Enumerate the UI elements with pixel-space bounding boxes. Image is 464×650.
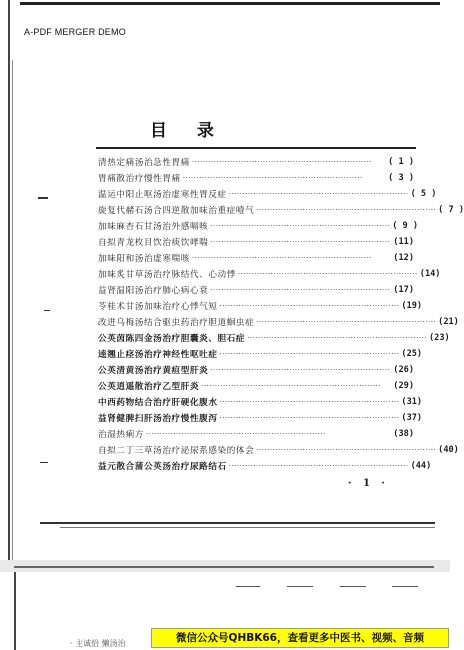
next-page-text-fragment: · 主诚恰 懒汤治 (70, 639, 126, 648)
toc-entry-page: (26) (393, 365, 414, 375)
next-page-dash (236, 586, 260, 587)
bottom-border-line-thin (60, 527, 435, 528)
toc-entry[interactable] (98, 410, 423, 426)
toc-leader-dots: ·································································· (219, 414, 400, 422)
toc-leader-dots: ·································································· (219, 398, 400, 406)
scan-mark (40, 462, 48, 463)
toc-entry-page: ( 5 ) (410, 189, 437, 199)
page-left-shadow (12, 60, 13, 560)
toc-entry-title: 治湿热痢方 (98, 430, 144, 440)
toc-entry-title: 旋复代赭石汤合四逆散加味治重症噎气 (98, 206, 255, 216)
watermark-text: A-PDF MERGER DEMO (24, 27, 126, 37)
toc-entry-title: 加味麻杏石甘汤治外感嗝咳 (98, 222, 209, 232)
toc-entry-title: 清热定痛汤治急性胃痛 (98, 158, 190, 168)
toc-leader-dots: ·································································· (237, 270, 418, 278)
toc-leader-dots: ·································································· (191, 158, 372, 166)
toc-entry-title: 胃痛散治疗慢性胃痛 (98, 174, 181, 184)
toc-entry[interactable] (98, 298, 423, 314)
toc-entry[interactable] (98, 314, 459, 330)
toc-leader-dots: ·································································· (145, 430, 326, 438)
toc-leader-dots: ·································································· (256, 318, 437, 326)
toc-entry-page: (37) (401, 413, 423, 423)
toc-entry-title: 益肾温阳汤治疗肺心病心衰 (98, 286, 209, 296)
toc-entry-title: 公英茵陈四金汤治疗胆囊炎、胆石症 (98, 334, 246, 344)
toc-entry-page: (19) (401, 301, 423, 311)
toc-entry-title: 加味阳和汤治虚寒喘咳 (98, 254, 190, 264)
toc-entry-page: (38) (393, 429, 414, 439)
scan-mark (44, 310, 50, 311)
toc-entry-page: (25) (401, 349, 423, 359)
toc-entry[interactable] (98, 250, 414, 266)
title-underline (96, 147, 416, 149)
toc-leader-dots: ·································································· (219, 350, 400, 358)
toc-leader-dots: ·································································· (256, 206, 437, 214)
toc-entry-title: 加味炙甘草汤治疗脉结代、心动悸 (98, 270, 236, 280)
toc-entry[interactable] (98, 330, 450, 346)
toc-entry[interactable] (98, 186, 437, 202)
toc-entry-page: (29) (393, 381, 414, 391)
toc-entry-title: 改进乌梅汤结合驱虫药治疗胆道蛔虫症 (98, 318, 255, 328)
next-page-dash (392, 586, 418, 587)
toc-entry[interactable] (98, 394, 423, 410)
toc-entry-page: ( 1 ) (388, 157, 414, 167)
toc-entry-title: 苓桂术甘汤加味治疗心悸气短 (98, 302, 218, 312)
toc-leader-dots: ·································································· (210, 366, 391, 374)
page-left-edge (8, 0, 10, 570)
toc-entry[interactable] (98, 234, 414, 250)
toc-entry-page: (11) (393, 237, 414, 247)
toc-entry[interactable] (98, 426, 414, 442)
toc-title: 目 录 (150, 121, 226, 141)
toc-entry-page: (21) (438, 317, 459, 327)
toc-leader-dots: ·································································· (191, 254, 372, 262)
toc-entry[interactable] (98, 202, 464, 218)
toc-leader-dots: ·································································· (256, 446, 437, 454)
toc-entry[interactable] (98, 154, 414, 170)
toc-entry-title: 温运中阳止呕汤治虚寒性胃反症 (98, 190, 227, 200)
toc-entry-title: 益肾健脾扫肝汤治疗慢性腹泻 (98, 414, 218, 424)
toc-entry[interactable] (98, 362, 414, 378)
next-page-dash (340, 586, 366, 587)
toc-leader-dots: ·································································· (210, 222, 391, 230)
toc-entry-title: 自拟青龙枚目饮治痰饮哮喘 (98, 238, 209, 248)
toc-entry-title: 自拟二丁三草汤治疗泌尿系感染的体会 (98, 446, 255, 456)
toc-entry[interactable] (98, 218, 419, 234)
toc-entry-page: (14) (419, 269, 441, 279)
toc-leader-dots: ·································································· (219, 302, 400, 310)
toc-leader-dots: ·································································· (210, 286, 391, 294)
bottom-border-line (40, 522, 435, 524)
next-page-left-edge (14, 572, 16, 650)
toc-entry-title: 公英清黄汤治疗黄疸型肝炎 (98, 366, 209, 376)
page-number: · 1 · (348, 478, 389, 489)
toc-list (98, 154, 464, 474)
scan-mark (38, 197, 48, 199)
toc-entry-title: 中西药物结合治疗肝硬化腹水 (98, 398, 218, 408)
toc-entry[interactable] (98, 346, 423, 362)
toc-entry-page: ( 7 ) (438, 205, 464, 215)
toc-entry-title: 公英逍遥散治疗乙型肝炎 (98, 382, 200, 392)
toc-entry-page: (40) (438, 445, 459, 455)
toc-entry[interactable] (98, 378, 414, 394)
toc-entry-page: (23) (428, 333, 450, 343)
toc-entry-page: (17) (393, 285, 414, 295)
toc-entry[interactable] (98, 458, 432, 474)
top-border-line (20, 2, 440, 5)
toc-leader-dots: ·································································· (228, 190, 409, 198)
toc-entry-page: (31) (401, 397, 423, 407)
toc-leader-dots: ·································································· (182, 174, 363, 182)
toc-leader-dots: ·································································· (210, 238, 391, 246)
next-page-dash (287, 586, 313, 587)
next-page-top-line (14, 566, 434, 568)
toc-entry[interactable] (98, 266, 441, 282)
toc-entry[interactable] (98, 170, 414, 186)
toc-entry[interactable] (98, 442, 459, 458)
toc-entry-page: (12) (393, 253, 414, 263)
toc-entry-page: ( 9 ) (392, 221, 419, 231)
toc-leader-dots: ·································································· (247, 334, 427, 342)
toc-entry-page: (44) (410, 461, 432, 471)
toc-entry[interactable] (98, 282, 414, 298)
toc-leader-dots: ·································································· (228, 462, 409, 470)
toc-entry-page: ( 3 ) (388, 173, 414, 183)
toc-leader-dots: ·································································· (201, 382, 381, 390)
promo-banner[interactable]: 微信公众号QHBK66，查看更多中医书、视频、音频 (151, 628, 449, 648)
toc-entry-title: 益元散合蒲公英汤治疗尿路结石 (98, 462, 227, 472)
toc-entry-title: 逵翘止痉汤治疗神经性呕吐症 (98, 350, 218, 360)
